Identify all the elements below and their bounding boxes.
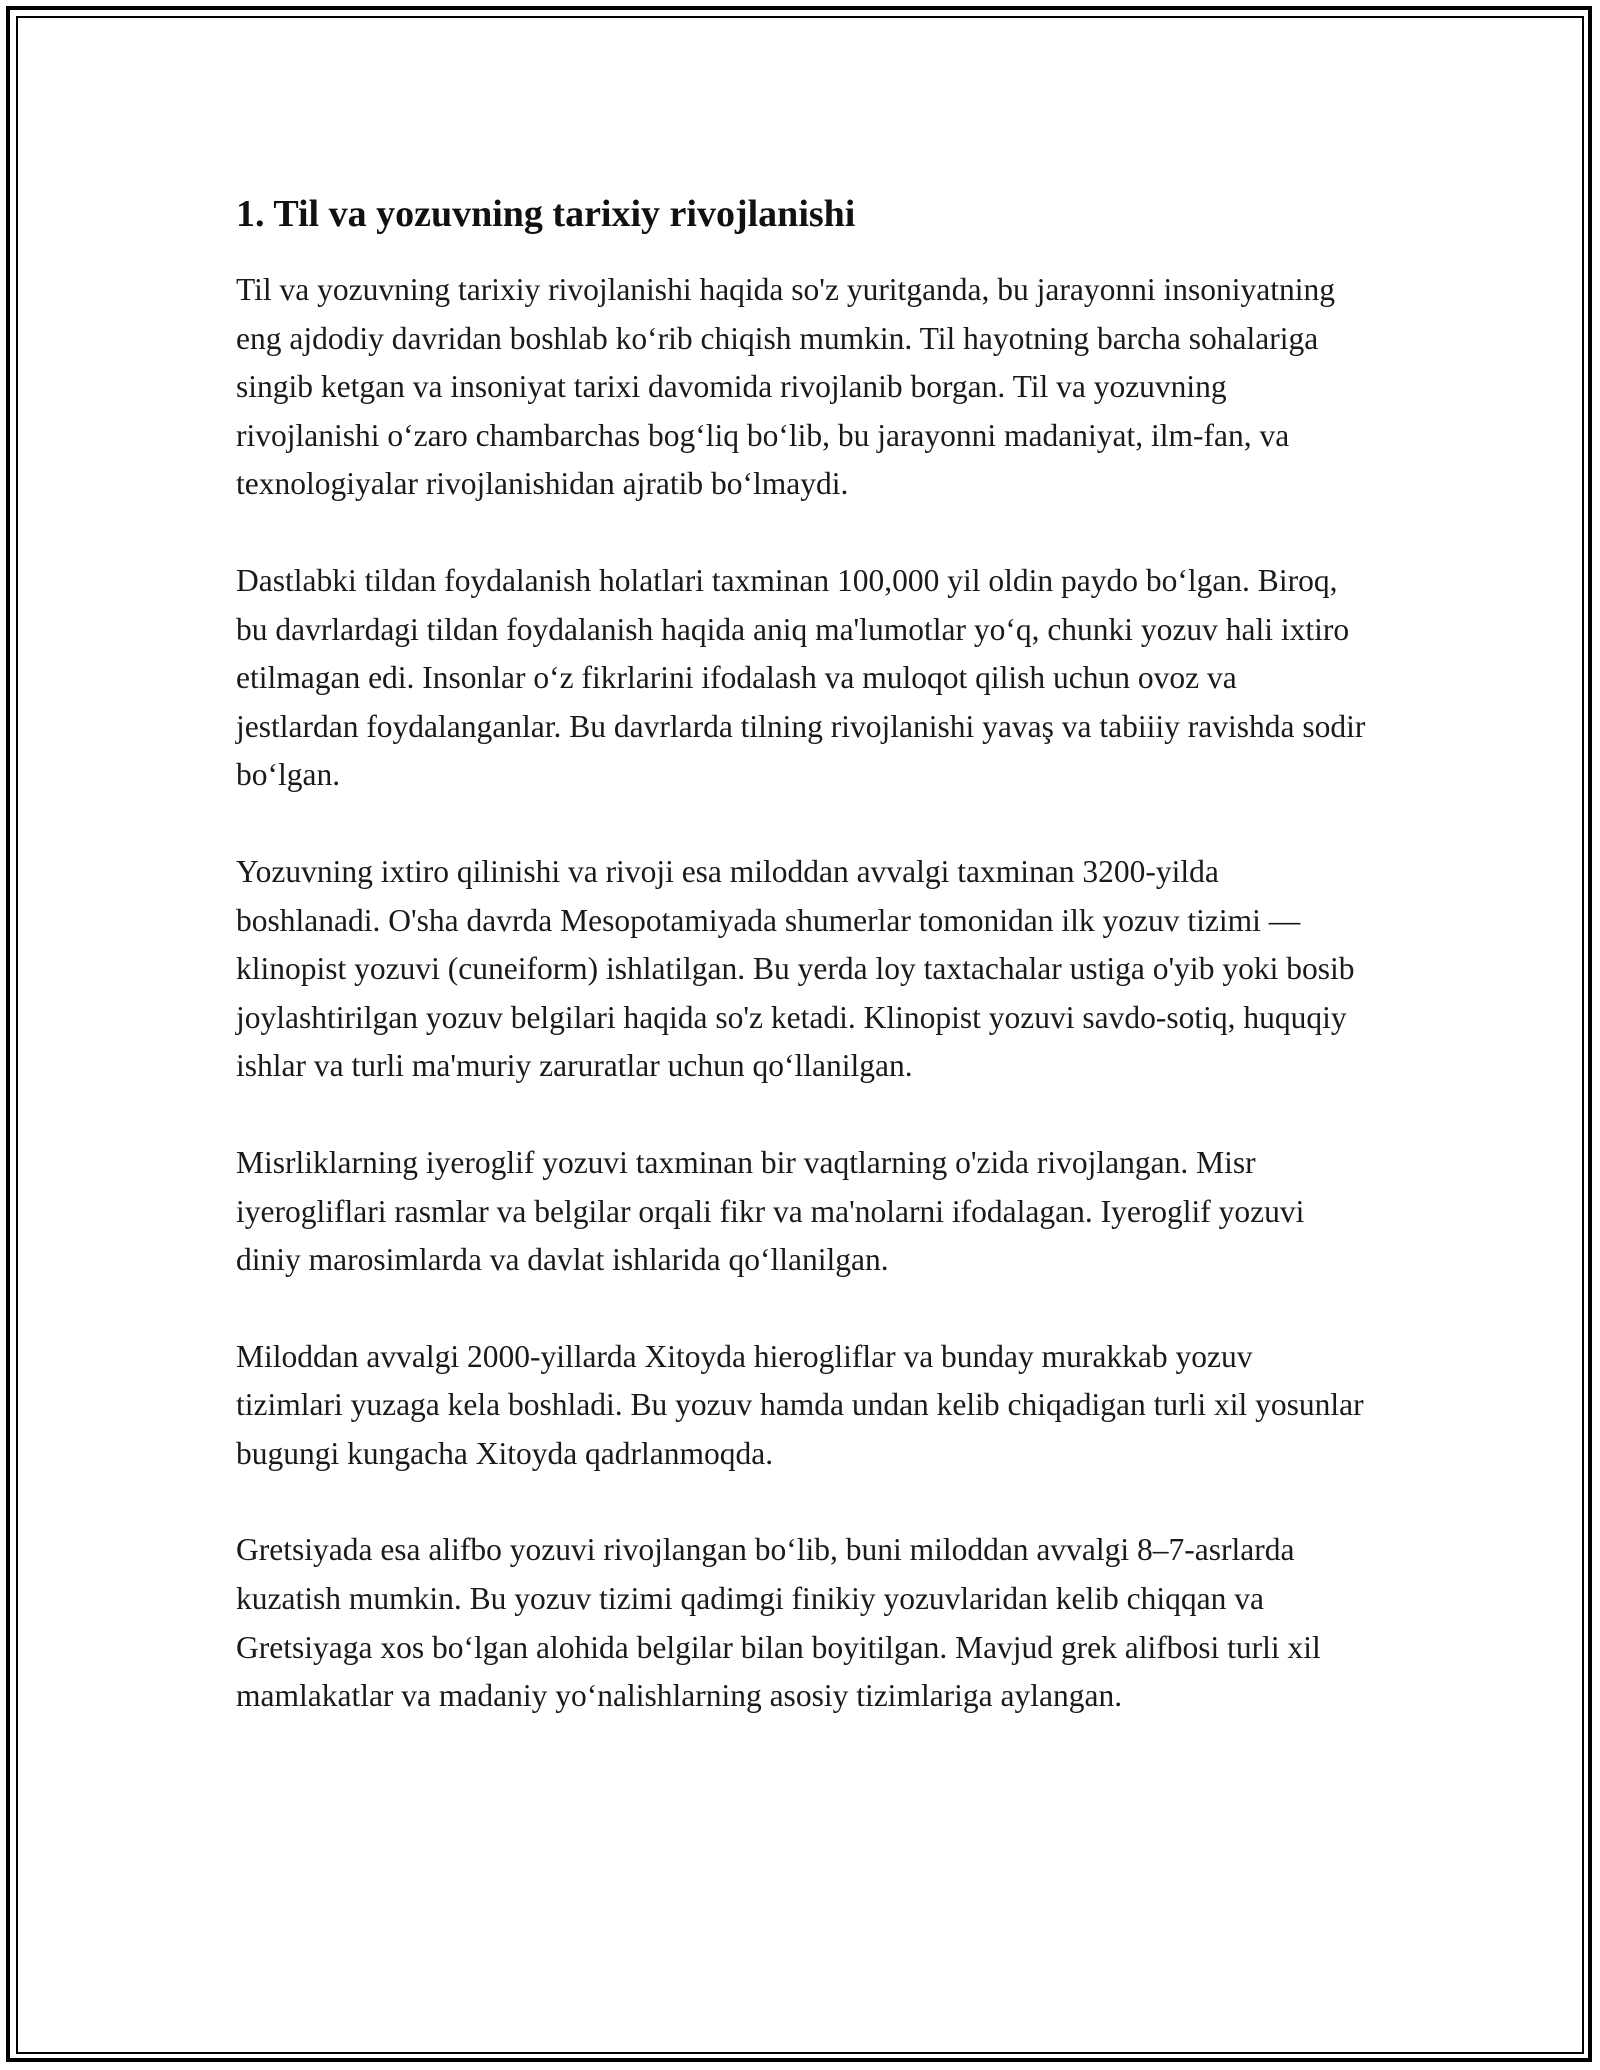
paragraph-3: Yozuvning ixtiro qilinishi va rivoji esa miloddan avvalgi taxminan 3200-yilda boshlanadi. O'sha davrda Mesopotamiyada shumerlar tomonidan ilk yozuv tizimi — klinopist yozuvi (cuneiform) ishlatilgan. Bu yerda loy taxtachalar ustiga o'yib yoki bosib joylashtirilgan yozuv belgilari haqida so'z ketadi. Klinopist yozuvi savdo-sotiq, huquqiy ishlar va turli ma'muriy zaruratlar uchun qo‘llanilgan.: [236, 853, 1355, 1084]
paragraph-2: Dastlabki tildan foydalanish holatlari taxminan 100,000 yil oldin paydo bo‘lgan. Biroq, bu davrlardagi tildan foydalanish haqida aniq ma'lumotlar yo‘q, chunki yozuv hali ixtiro etilmagan edi. Insonlar o‘z fikrlarini ifodalash va muloqot qilish uchun ovoz va jestlardan foydalanganlar. Bu davrlarda tilning rivojlanishi yavaş va tabiiiy ravishda sodir bo‘lgan.: [236, 562, 1366, 793]
paragraph-4: Misrliklarning iyeroglif yozuvi taxminan bir vaqtlarning o'zida rivojlangan. Misr iyerogliflari rasmlar va belgilar orqali fikr va ma'nolarni ifodalagan. Iyeroglif yozuvi diniy marosimlarda va davlat ishlarida qo‘llanilgan.: [236, 1144, 1305, 1278]
paragraph-1: Til va yozuvning tarixiy rivojlanishi haqida so'z yuritganda, bu jarayonni insoniyatning eng ajdodiy davridan boshlab ko‘rib chiqish mumkin. Til hayotning barcha sohalariga singib ketgan va insoniyat tarixi davomida rivojlanib borgan. Til va yozuvning rivojlanishi o‘zaro chambarchas bog‘liq bo‘lib, bu jarayonni madaniyat, ilm-fan, va texnologiyalar rivojlanishidan ajratib bo‘lmaydi.: [236, 272, 1335, 502]
document-body: [236, 190, 1366, 1769]
paragraph-5: Miloddan avvalgi 2000-yillarda Xitoyda hierogliflar va bunday murakkab yozuv tizimlari yuzaga kela boshladi. Bu yozuv hamda undan kelib chiqadigan turli xil yosunlar bugungi kungacha Xitoyda qadrlanmoqda.: [236, 1338, 1364, 1471]
paragraph-6: Gretsiyada esa alifbo yozuvi rivojlangan bo‘lib, buni miloddan avvalgi 8–7-asrlarda kuzatish mumkin. Bu yozuv tizimi qadimgi finikiy yozuvlaridan kelib chiqqan va Gretsiyaga xos bo‘lgan alohida belgilar bilan boyitilgan. Mavjud grek alifbosi turli xil mamlakatlar va madaniy yo‘nalishlarning asosiy tizimlariga aylangan.: [236, 1532, 1321, 1714]
section-heading: 1. Til va yozuvning tarixiy rivojlanishi: [236, 193, 856, 235]
